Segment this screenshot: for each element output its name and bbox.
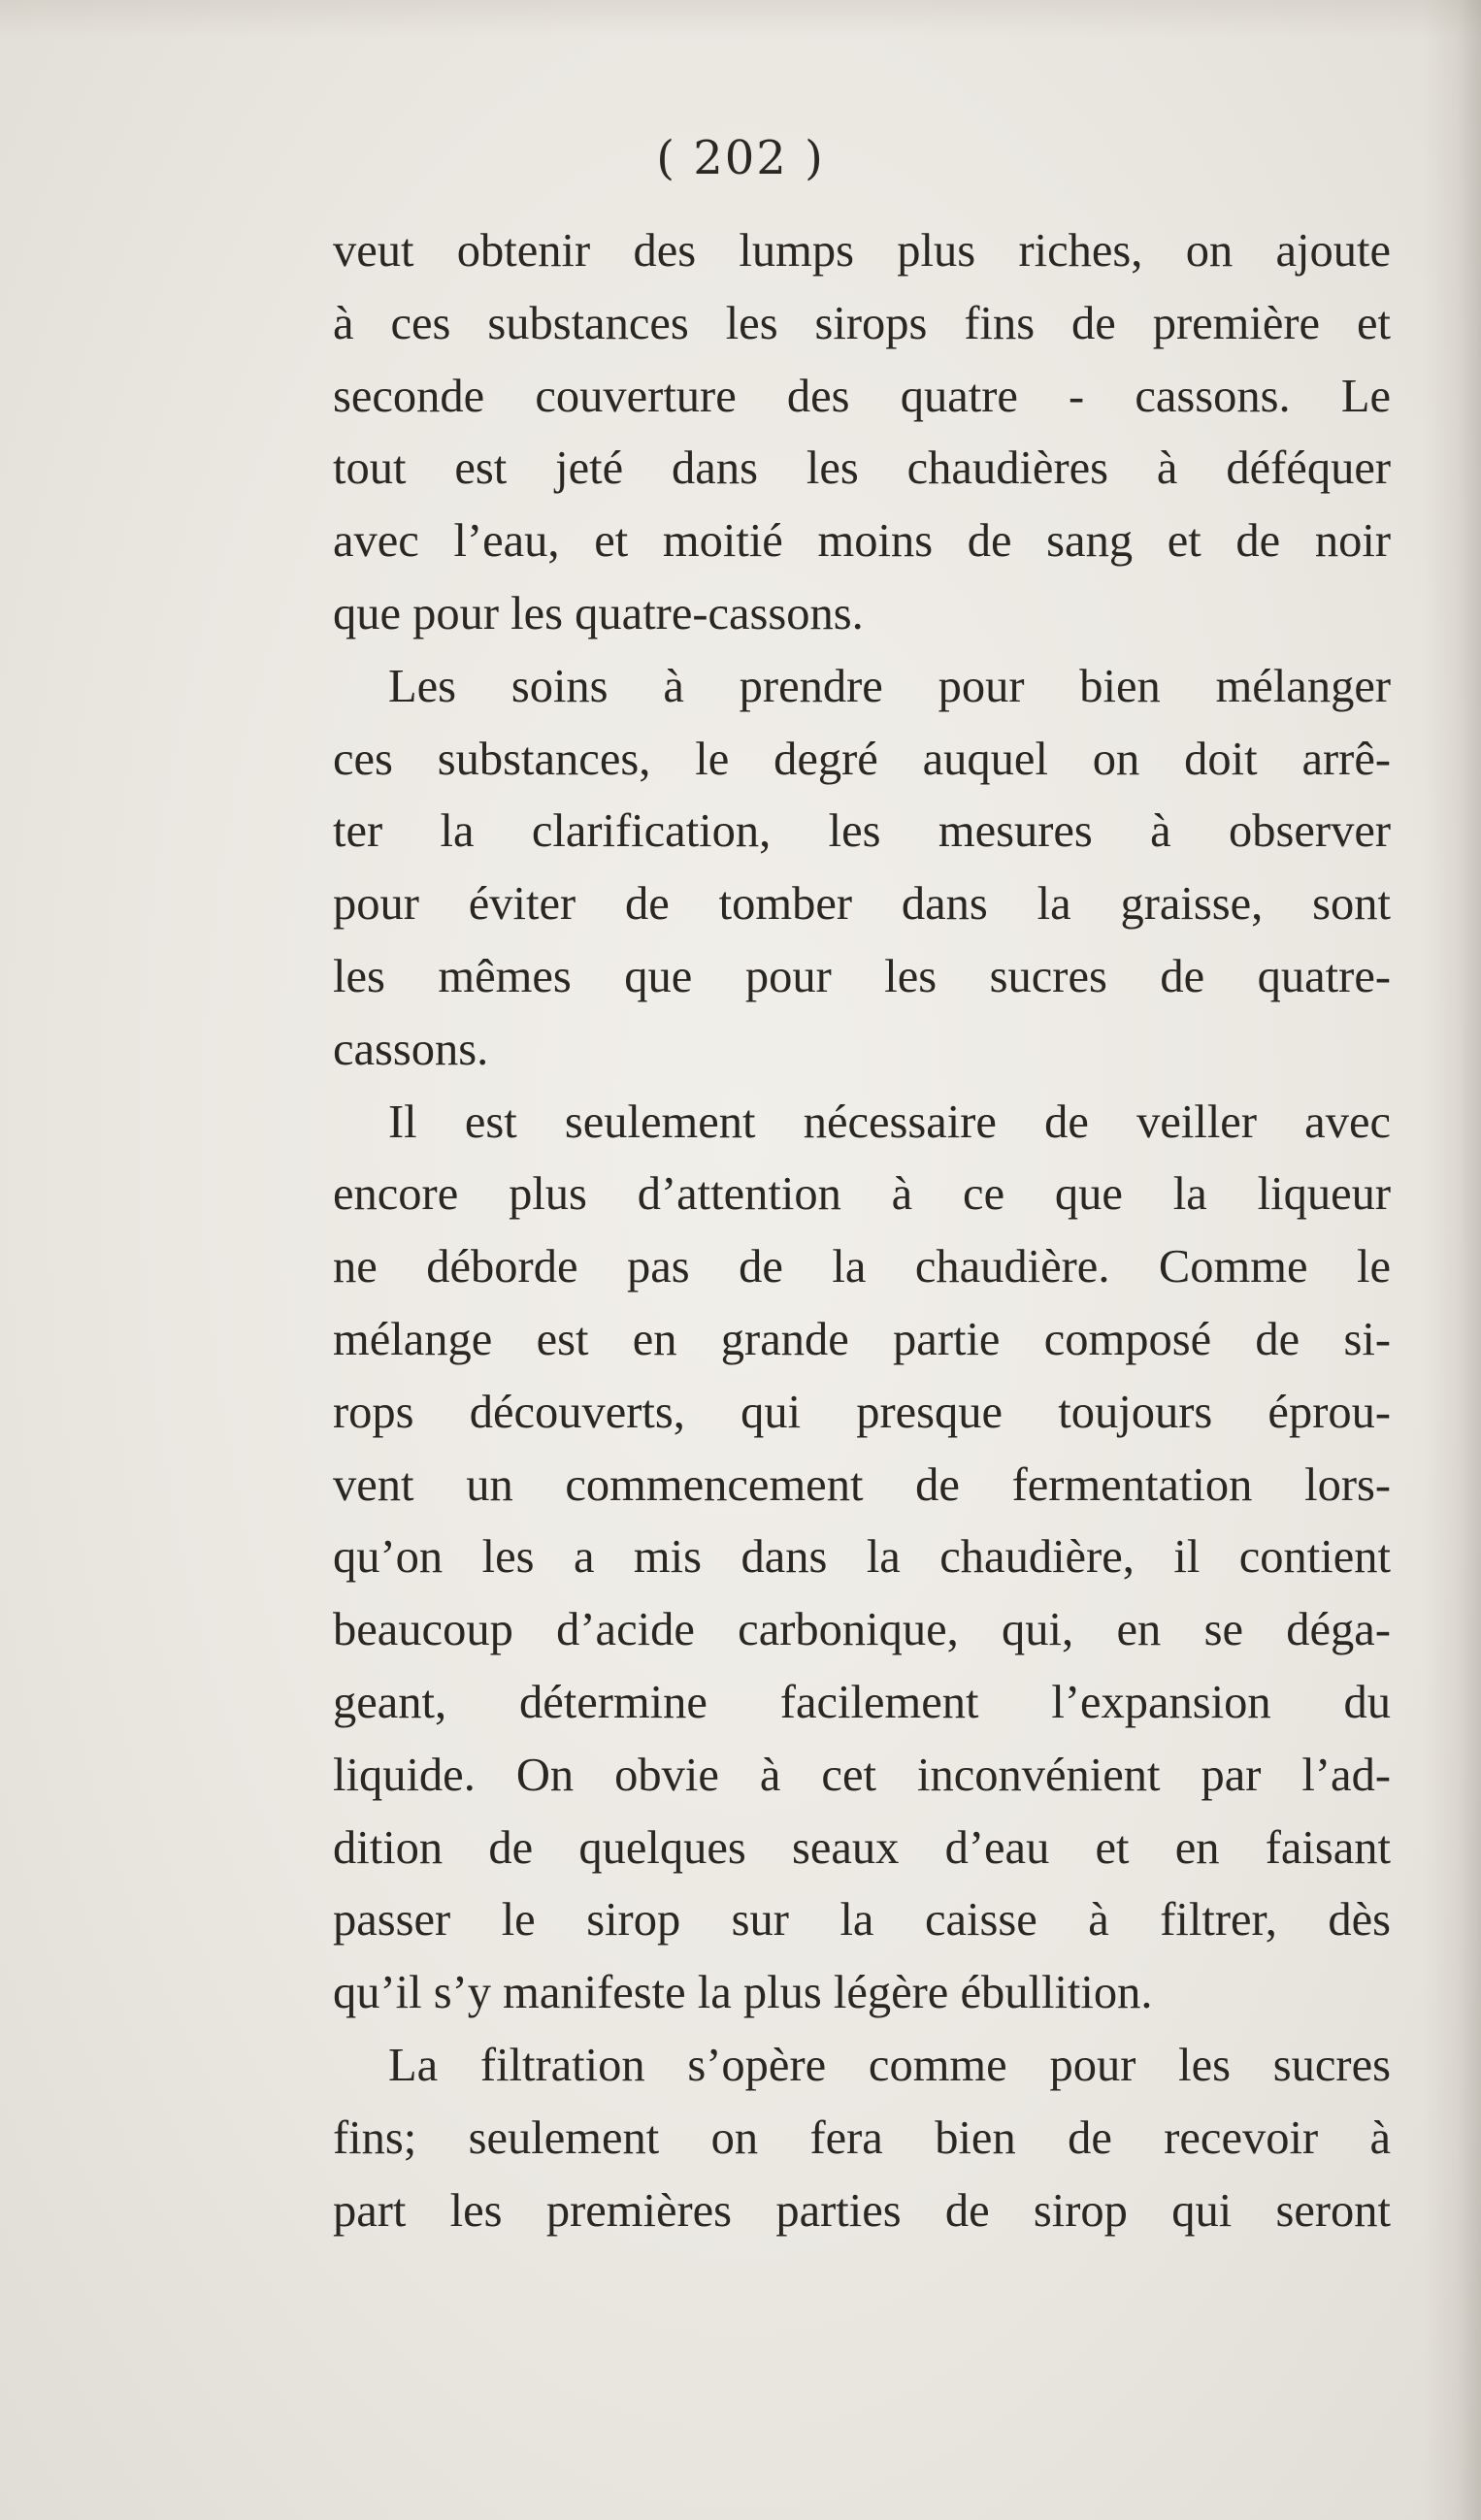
text-line: encore plus d’attention à ce que la liqueur xyxy=(333,1168,1391,1221)
text-line: mélange est en grande partie composé de si- xyxy=(333,1313,1391,1365)
text-line: dition de quelques seaux d’eau et en faisant xyxy=(333,1821,1391,1874)
text-line: veut obtenir des lumps plus riches, on ajoute xyxy=(333,225,1391,277)
paragraph-4 xyxy=(333,2030,1391,2247)
text-line: ne déborde pas de la chaudière. Comme le xyxy=(333,1241,1391,1293)
text-line: Les soins à prendre pour bien mélanger xyxy=(388,660,1391,712)
text-line: fins; seulement on fera bien de recevoir à xyxy=(333,2111,1391,2164)
page-number: ( 202 ) xyxy=(656,131,825,185)
text-line: vent un commencement de fermentation lors- xyxy=(333,1458,1391,1511)
text-line: qu’on les a mis dans la chaudière, il contient xyxy=(333,1531,1391,1584)
text-line: à ces substances les sirops fins de première et xyxy=(333,297,1391,349)
paragraph-3 xyxy=(333,1087,1391,2030)
text-line: part les premières parties de sirop qui seront xyxy=(333,2184,1391,2237)
text-line: geant, détermine facilement l’expansion du xyxy=(333,1676,1391,1728)
text-line: rops découverts, qui presque toujours éprou- xyxy=(333,1386,1391,1438)
text-line: La filtration s’opère comme pour les sucres xyxy=(388,2039,1391,2091)
text-line: liquide. On obvie à cet inconvénient par l’ad- xyxy=(333,1749,1391,1801)
text-line: seconde couverture des quatre - cassons. Le xyxy=(333,370,1391,422)
text-line: cassons. xyxy=(333,1023,489,1075)
text-line: qu’il s’y manifeste la plus légère ébullition. xyxy=(333,1967,1153,2019)
paragraph-1 xyxy=(333,215,1391,651)
text-line: ces substances, le degré auquel on doit arrê- xyxy=(333,733,1391,785)
text-line: pour éviter de tomber dans la graisse, sont xyxy=(333,878,1391,931)
paragraph-2 xyxy=(333,651,1391,1087)
text-line: tout est jeté dans les chaudières à déféquer xyxy=(333,442,1391,495)
body-text xyxy=(333,215,1391,2247)
text-line: les mêmes que pour les sucres de quatre- xyxy=(333,950,1391,1002)
text-line: ter la clarification, les mesures à observer xyxy=(333,805,1391,858)
page-top-edge xyxy=(0,0,1481,39)
text-line: Il est seulement nécessaire de veiller avec xyxy=(388,1096,1391,1148)
text-line: passer le sirop sur la caisse à filtrer, dès xyxy=(333,1894,1391,1947)
text-line: beaucoup d’acide carbonique, qui, en se déga- xyxy=(333,1604,1391,1656)
gutter-shadow xyxy=(1423,0,1481,2520)
text-line: avec l’eau, et moitié moins de sang et de noir xyxy=(333,515,1391,568)
text-line: que pour les quatre-cassons. xyxy=(333,587,864,639)
